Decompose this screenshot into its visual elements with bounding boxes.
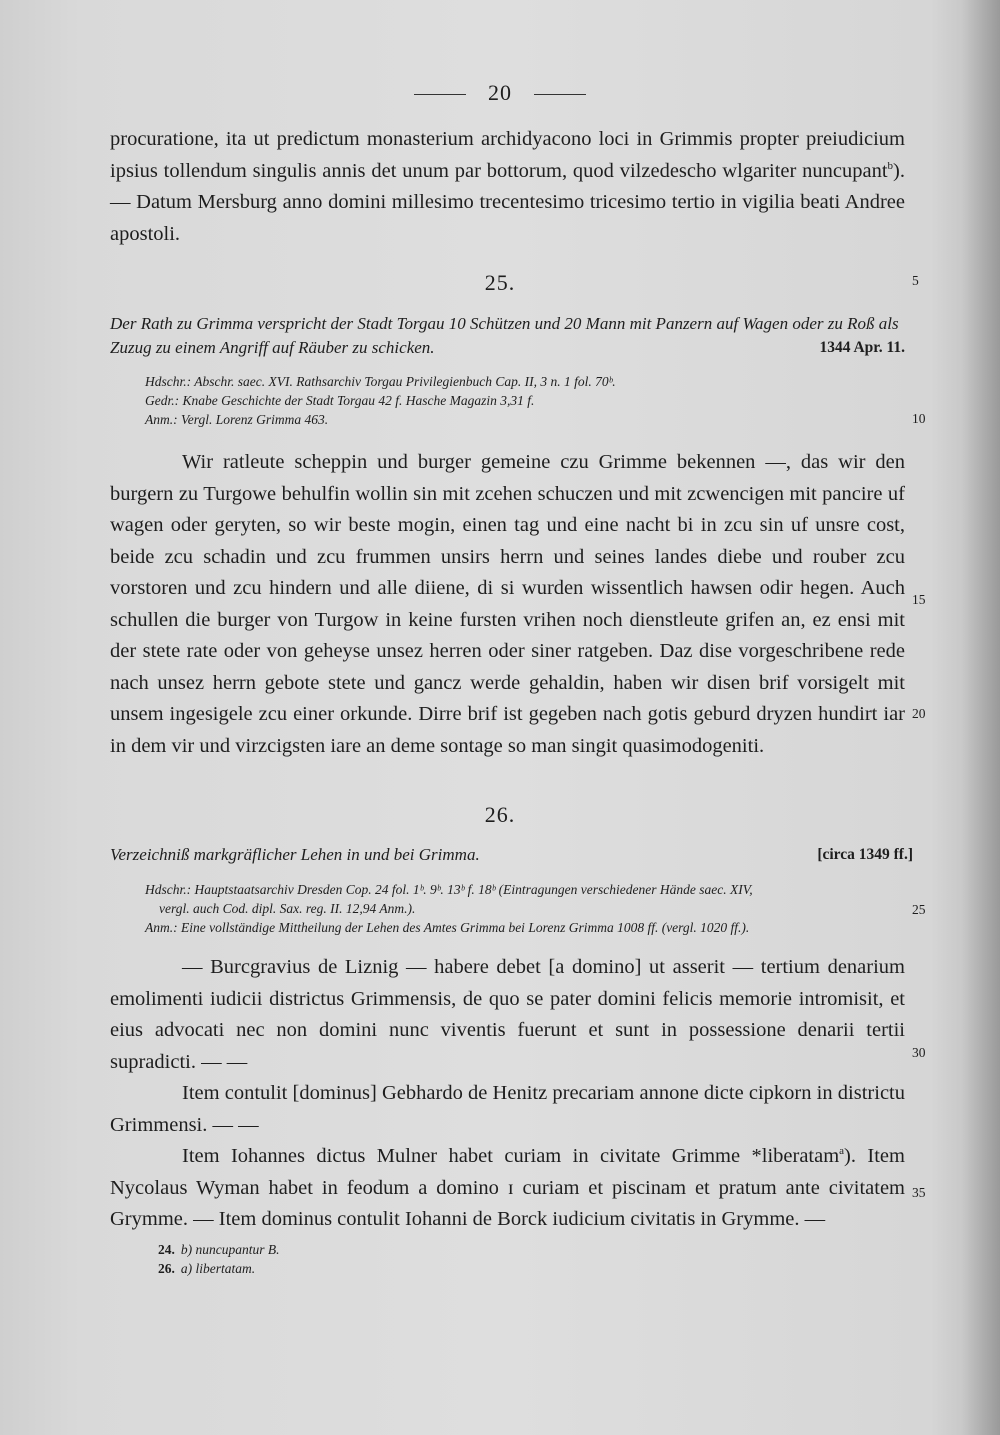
line-number: 35 <box>912 1185 926 1200</box>
line-number: 30 <box>912 1045 926 1060</box>
paragraph-3-text: Item Iohannes dictus Mulner habet curiam in civitate Grimme *liberatam <box>182 1145 840 1167</box>
footnote-text: b) nuncupantur B. <box>180 1242 280 1257</box>
date-25: 1344 Apr. 11. <box>819 339 905 356</box>
apparatus-26 <box>145 880 905 937</box>
document-26-text <box>110 952 905 1236</box>
date-26: [circa 1349 ff.] <box>817 846 913 863</box>
footnote <box>158 1240 280 1259</box>
line-number: 15 <box>912 592 926 607</box>
intro-tail: ). — Datum Mersburg anno domini millesimo trecentesimo tricesimo tertio in vigilia beati Andree apostoli. <box>110 159 905 245</box>
regest-25 <box>110 312 905 360</box>
document-number-25: 25. <box>484 270 516 295</box>
document-25-text <box>110 447 905 762</box>
paragraph-3-tail: ). Item Nycolaus Wyman habet in feodum a domino ɪ curiam et piscinam et pratum ante civitatem Grymme. — Item dominus contulit Iohanni de Borck iudicium civitatis in Grymme. — <box>110 1145 905 1230</box>
footnote-ref: 26. <box>158 1261 175 1276</box>
apparatus-line: Anm.: Vergl. Lorenz Grimma 463. <box>145 412 329 427</box>
footnote-ref: 24. <box>158 1242 175 1257</box>
line-number: 25 <box>912 902 926 917</box>
document-25-paragraph: Wir ratleute scheppin und burger gemeine czu Grimme bekennen —, das wir den burgern zu Turgowe behulfin wollin sin mit zcehen schuczen und mit zcwencigen mit pancire uf wagen oder geryten, so wir beste mogin, einen tag und eine nacht bi in zcu sin uf unsre cost, beide zcu schadin und zcu frummen unsirs herrn und seines landes diebe und rouber zcu vorstoren und zcu hindern und alle diiene, di si wurden wissentlich hawsen odir hegen. Auch schullen die burger von Turgow in keine fursten vrihen noch dienstleute grifen an, ez ensi mit der stete rate oder von geheyse unsez herren oder siner ratgeben. Daz dise vorgeschribene rede nach unsez herrn gebote stete und gancz werde gehaldin, haben wir disen brif vorsigelt mit unsem ingesigele zcu einer orkunde. Dirre brif ist gegeben nach gotis geburd dryzen hundirt iar in dem vir und virzcigsten iare an deme sontage so man singit quasimodogeniti. <box>110 451 905 757</box>
regest-25-text: Der Rath zu Grimma verspricht der Stadt Torgau 10 Schützen und 20 Mann mit Panzern auf Wagen oder zu Roß als Zuzug zu einem Angriff auf Räuber zu schicken. <box>110 314 899 357</box>
footnote <box>158 1259 280 1278</box>
line-number: 20 <box>912 706 926 721</box>
header-rule-left <box>414 94 466 95</box>
document-number-26: 26. <box>484 802 516 827</box>
intro-footnote-mark: b <box>887 159 894 172</box>
apparatus-line: Gedr.: Knabe Geschichte der Stadt Torgau 42 f. Hasche Magazin 3,31 f. <box>145 393 535 408</box>
document-26-paragraph-1: — Burcgravius de Liznig — habere debet [a domino] ut asserit — tertium denarium emolimenti iudicii districtus Grimmensis, de quo se pater domini felicis memorie intromisit, et eius advocati nec non domini nunc viventis fuerunt et sunt in possessione denarii tertii supradicti. — — <box>110 956 905 1073</box>
apparatus-line: Hdschr.: Hauptstaatsarchiv Dresden Cop. 24 fol. 1ᵇ. 9ᵇ. 13ᵇ f. 18ᵇ (Eintragungen verschiedener Hände saec. XIV, <box>145 882 753 897</box>
header-rule-right <box>534 94 586 95</box>
apparatus-25 <box>145 372 905 429</box>
intro-paragraph <box>110 124 905 250</box>
apparatus-line: Hdschr.: Abschr. saec. XVI. Rathsarchiv Torgau Privilegienbuch Cap. II, 3 n. 1 fol. 70ᵇ. <box>145 374 616 389</box>
apparatus-line: vergl. auch Cod. dipl. Sax. reg. II. 12,94 Anm.). <box>159 901 416 916</box>
regest-26 <box>110 843 913 867</box>
paragraph-3-footnote-mark: a <box>839 1145 845 1158</box>
document-26-paragraph-3 <box>110 1141 905 1236</box>
footnote-text: a) libertatam. <box>180 1261 256 1276</box>
running-header <box>0 80 1000 106</box>
line-number: 10 <box>912 411 926 426</box>
intro-text: procuratione, ita ut predictum monasterium archidyacono loci in Grimmis propter preiudicium ipsius tollendum singulis annis det unum par bottorum, quod vilzedescho wlgariter nuncupant <box>110 128 905 182</box>
page-edge-shadow <box>962 0 1000 1435</box>
line-number: 5 <box>912 273 919 288</box>
page-number: 20 <box>488 80 512 105</box>
regest-26-text: Verzeichniß markgräflicher Lehen in und bei Grimma. <box>110 845 480 864</box>
document-26-paragraph-2: Item contulit [dominus] Gebhardo de Henitz precariam annone dicte cipkorn in districtu Grimmensi. — — <box>110 1082 905 1136</box>
apparatus-line: Anm.: Eine vollständige Mittheilung der Lehen des Amtes Grimma bei Lorenz Grimma 1008 ff. (vergl. 1020 ff.). <box>145 920 750 935</box>
footnotes <box>158 1240 280 1278</box>
